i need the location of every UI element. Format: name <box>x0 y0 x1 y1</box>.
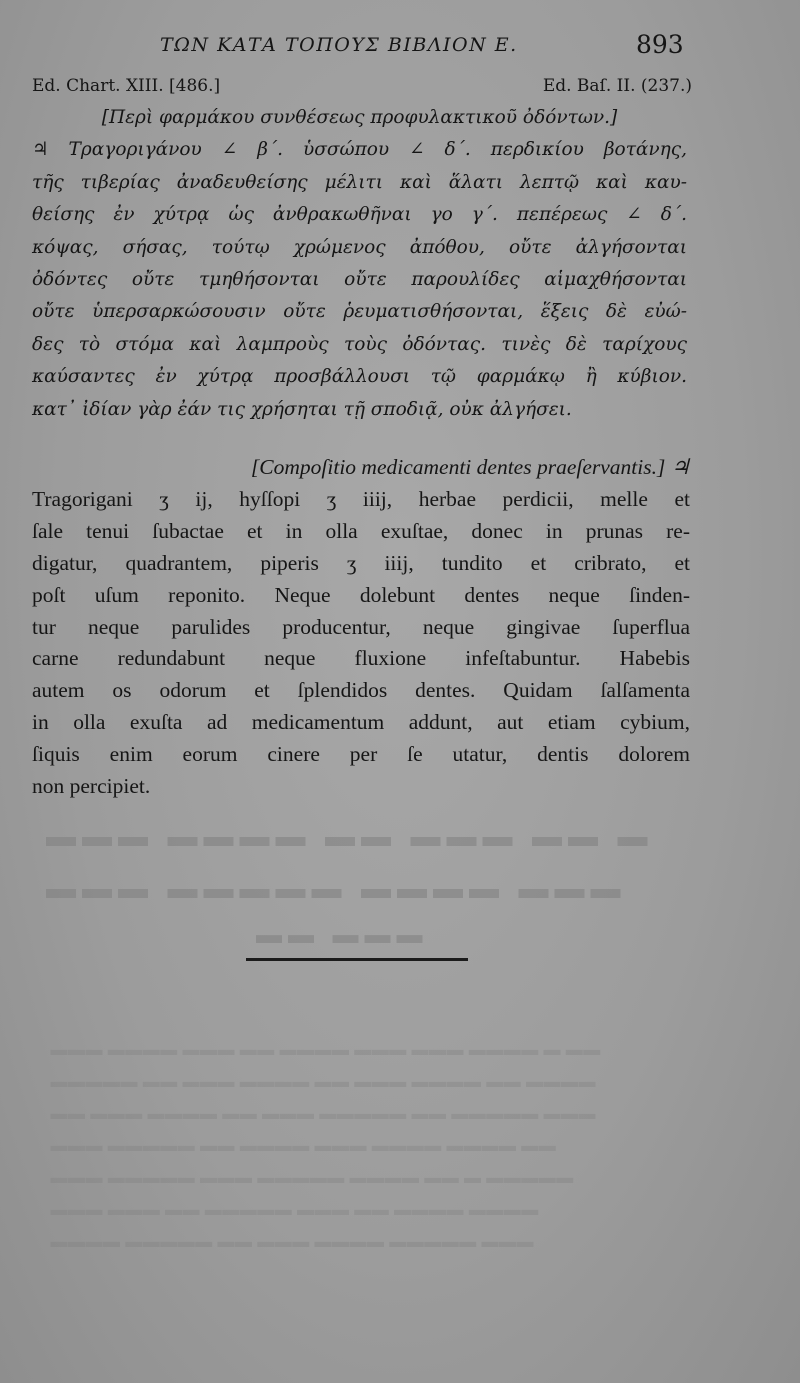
greek-line: καύσαντες ἐν χύτρᾳ προσβάλλουσι τῷ φαρμάκῳ ἢ κύβιον. <box>32 366 687 388</box>
running-title: ΤΩΝ ΚΑΤΑ ΤΟΠΟΥΣ ΒΙΒΛΙΟΝ Ε. <box>160 34 518 56</box>
greek-line: ♃ Τραγοριγάνου ∠ β΄. ὑσσώπου ∠ δ΄. περδικίου βοτάνης, <box>32 139 687 161</box>
latin-line: non percipiet. <box>32 774 151 799</box>
greek-line: κόψας, σήσας, τούτῳ χρώμενος ἀπόθου, οὔτε ἀλγήσονται <box>32 236 687 258</box>
show-through-line: ▬▬ ▬▬▬▬ ▬▬▬▬ ▬▬▬ ▬▬▬▬ ▬▬ ▬▬▬▬▬ ▬▬▬ <box>50 1136 556 1155</box>
edition-references <box>32 76 692 102</box>
latin-text-block <box>32 452 690 803</box>
show-through-line: ▬▬▬▬ ▬▬ ▬▬▬▬ ▬▬▬ ▬▬ ▬▬▬▬ ▬▬▬ ▬▬ ▬▬▬▬▬ <box>50 1072 596 1091</box>
greek-line: δες τὸ στόμα καὶ λαμπροὺς τοὺς ὀδόντας. τινὲς δὲ ταρίχους <box>32 333 687 355</box>
show-through-line: ▬▬▬ ▬▬▬▬▬ ▬▬▬▬ ▬▬▬ ▬▬ ▬▬▬▬▬ ▬▬▬▬ <box>50 1232 534 1251</box>
greek-line: θείσης ἐν χύτρᾳ ὡς ἀνθρακωθῆναι γο γ΄. πεπέρεως ∠ δ΄. <box>32 204 687 226</box>
latin-line: poſt uſum reponito. Neque dolebunt dentes neque ſinden- <box>32 582 690 607</box>
latin-line: digatur, quadrantem, piperis ʒ iiij, tundito et cribrato, et <box>32 550 690 575</box>
greek-line: τῆς τιβερίας ἀναδευθείσης μέλιτι καὶ ἅλατι λεπτῷ καὶ καυ- <box>32 171 687 193</box>
greek-line: οὔτε ὑπερσαρκώσουσιν οὔτε ῥευματισθήσονται, ἕξεις δὲ εὐώ- <box>32 301 687 323</box>
latin-heading: [Compoſitio medicamenti dentes praeſervantis.] ♃ <box>250 455 690 479</box>
page-number: 893 <box>636 30 684 59</box>
latin-line: carne redundabunt neque fluxione infeſtabuntur. Habebis <box>32 646 690 671</box>
greek-line: ὀδόντες οὔτε τμηθήσονται οὔτε παρουλίδες αἱμαχθήσονται <box>32 269 687 291</box>
greek-heading: [Περὶ φαρμάκου συνθέσεως προφυλακτικοῦ ὀδόντων.] <box>101 107 618 128</box>
show-through-line: ▬▬▬▬▬ ▬ ▬▬ ▬▬▬▬ ▬▬▬▬▬ ▬▬▬ ▬▬▬▬▬ ▬▬▬ <box>50 1168 574 1187</box>
show-through-line: ▬▬▬ ▬▬▬▬▬ ▬▬ ▬▬▬▬▬ ▬▬▬ ▬▬ ▬▬▬▬ ▬▬▬ ▬▬ <box>50 1104 596 1123</box>
latin-line: tur neque parulides producentur, neque gingivae ſuperflua <box>32 614 690 639</box>
show-through-heading-3: ▬▬▬ ▬▬ <box>250 920 423 949</box>
edition-basel: Ed. Baſ. II. (237.) <box>542 76 692 96</box>
latin-line: in olla exuſta ad medicamentum addunt, aut etiam cybium, <box>32 710 690 735</box>
latin-line: autem os odorum et ſplendidos dentes. Quidam ſalſamenta <box>32 678 690 703</box>
running-head <box>0 30 800 64</box>
show-through-heading-2: ▬▬▬ ▬▬▬▬ ▬▬▬▬▬ ▬▬▬ <box>40 872 621 905</box>
latin-line: ſiquis enim eorum cinere per ſe utatur, dentis dolorem <box>32 742 690 767</box>
section-divider-rule <box>246 958 468 961</box>
edition-chartier: Ed. Chart. XIII. [486.] <box>32 76 221 96</box>
show-through-heading-1: ▬ ▬▬ ▬▬▬ ▬▬ ▬▬▬▬ ▬▬▬ <box>40 820 648 853</box>
greek-line: κατ᾽ ἰδίαν γὰρ ἐάν τις χρήσηται τῇ σποδιᾷ, οὐκ ἀλγήσει. <box>32 398 572 420</box>
show-through-line: ▬▬▬▬ ▬▬▬▬ ▬▬ ▬▬▬ ▬▬▬▬▬ ▬▬ ▬▬▬ ▬▬▬ <box>50 1200 539 1219</box>
latin-line: Tragorigani ʒ ij, hyſſopi ʒ iiij, herbae perdicii, melle et <box>32 486 690 511</box>
show-through-line: ▬▬ ▬ ▬▬▬▬ ▬▬▬ ▬▬▬ ▬▬▬▬ ▬▬ ▬▬▬ ▬▬▬▬ ▬▬▬ <box>50 1040 601 1059</box>
latin-line: ſale tenui ſubactae et in olla exuſtae, donec in prunas re- <box>32 518 690 543</box>
greek-text-block <box>32 102 687 426</box>
